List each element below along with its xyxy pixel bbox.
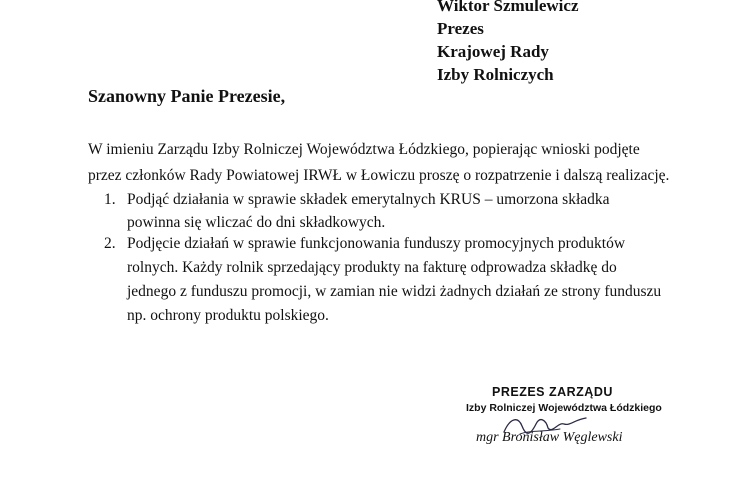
- salutation: Szanowny Panie Prezesie,: [88, 86, 286, 106]
- item-2-line-3: jednego z funduszu promocji, w zamian nie widzi żadnych działań ze strony funduszu: [127, 283, 662, 300]
- item-2-line-4: np. ochrony produktu polskiego.: [127, 307, 329, 324]
- addressee-block: [437, 0, 579, 86]
- item-2-line-2: rolnych. Każdy rolnik sprzedający produkty na fakturę odprowadza składkę do: [127, 259, 617, 276]
- intro-line-1: W imieniu Zarządu Izby Rolniczej Województwa Łódzkiego, popierając wnioski podjęte: [88, 141, 640, 158]
- item-1-line-1: Podjąć działania w sprawie składek emerytalnych KRUS – umorzona składka: [127, 191, 610, 208]
- addressee-institution-1: Krajowej Rady: [437, 42, 549, 61]
- intro-line-2: przez członków Rady Powiatowej IRWŁ w Łowiczu proszę o rozpatrzenie i dalszą realizację.: [88, 167, 670, 184]
- item-1-line-2: powinna się wliczać do dni składkowych.: [127, 214, 386, 231]
- signature-organization: Izby Rolniczej Województwa Łódzkiego: [466, 402, 662, 414]
- item-1-number: 1.: [104, 191, 116, 208]
- signatory-name: mgr Bronisław Węglewski: [476, 430, 623, 445]
- item-2-line-1: Podjęcie działań w sprawie funkcjonowania funduszy promocyjnych produktów: [127, 235, 626, 252]
- item-2-number: 2.: [104, 235, 116, 252]
- addressee-name: Wiktor Szmulewicz: [437, 0, 579, 15]
- addressee-position: Prezes: [437, 19, 484, 38]
- addressee-institution-2: Izby Rolniczych: [437, 65, 554, 84]
- signature-title: PREZES ZARZĄDU: [492, 385, 613, 399]
